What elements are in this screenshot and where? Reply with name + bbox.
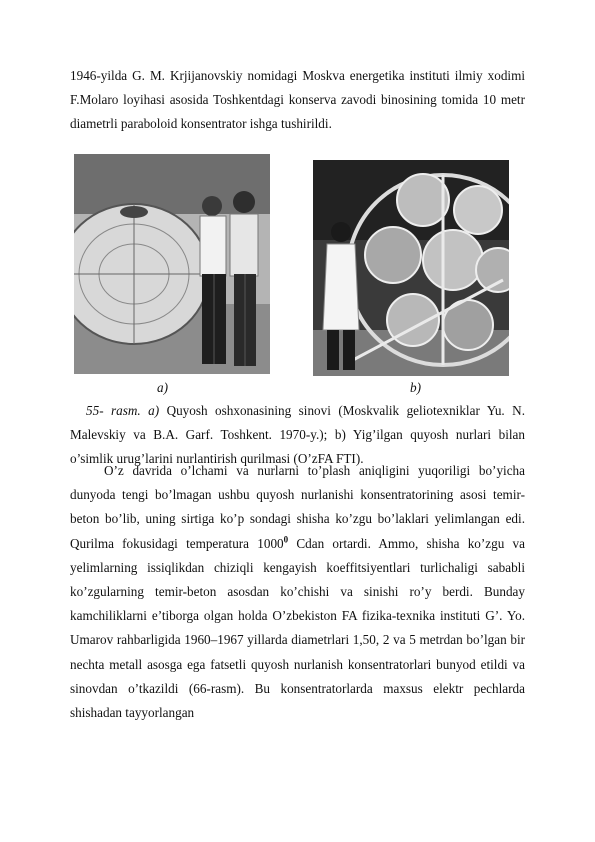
photo-seed-irradiation-device — [313, 160, 509, 376]
figure-label-b: b) — [410, 380, 421, 395]
main-paragraph-part2: Cdan ortardi. Ammo, shisha ko’zgu va yelimlarning issiqlikdan chiziqli kengayish koeffitsiyentlari turlichaligi sababli ko’zgularning temir-beton asosdan ko’chishi va sinishi ro’y berdi. Bunday kamchiliklarni e’tiborga olgan holda O’zbekiston FA fizika-texnika instituti G’. Yo. Umarov rahbarligida 1960–1967 yillarda diametrlari 1,50, 2 va 5 metrdan bo’lgan bir nechta metall asosga ega fatsetli quyosh nurlanish konsentratorlari bunyod etildi va sinovdan o’tkazildi (66-rasm). Bu konsentratorlarda maxsus elektr pechlarda shishadan tayyorlangan — [70, 535, 525, 721]
photo-solar-kitchen-test — [74, 154, 270, 374]
photo-a-illustration — [74, 154, 270, 374]
photo-b-illustration — [313, 160, 509, 376]
figure-label-a: a) — [157, 380, 168, 395]
figure-number: 55- rasm. a) — [86, 403, 160, 418]
intro-paragraph: 1946-yilda G. M. Krjijanovskiy nomidagi Moskva energetika instituti ilmiy xodimi F.Molaro loyihasi asosida Toshkentdagi konserva zavodi binosining tomida 10 metr diametrli paraboloid konsentrator ishga tushirildi. — [70, 68, 525, 132]
main-paragraph — [70, 459, 525, 725]
main-paragraph-part1: O’z davrida o’lchami va nurlarni to’plash aniqligini yuqoriligi bo’yicha dunyoda tengi bo’lmagan ushbu quyosh nurlanishi konsentratorining asosi temir-beton bo’lib, uning sirtiga ko’p sondagi shisha ko’zgu bo’laklari yelimlangan edi. Qurilma fokusidagi temperatura 1000 — [70, 463, 525, 551]
degree-superscript: 0 — [283, 534, 289, 545]
figure-caption-text: Quyosh oshxonasining sinovi (Moskvalik geliotexniklar Yu. N. Malevskiy va B.A. Garf. Toshkent. 1970-y.); b) Yig’ilgan quyosh nurlari bilan o’simlik urug’larini nurlantirish qurilmasi (O’zFA FTI). — [70, 403, 525, 467]
